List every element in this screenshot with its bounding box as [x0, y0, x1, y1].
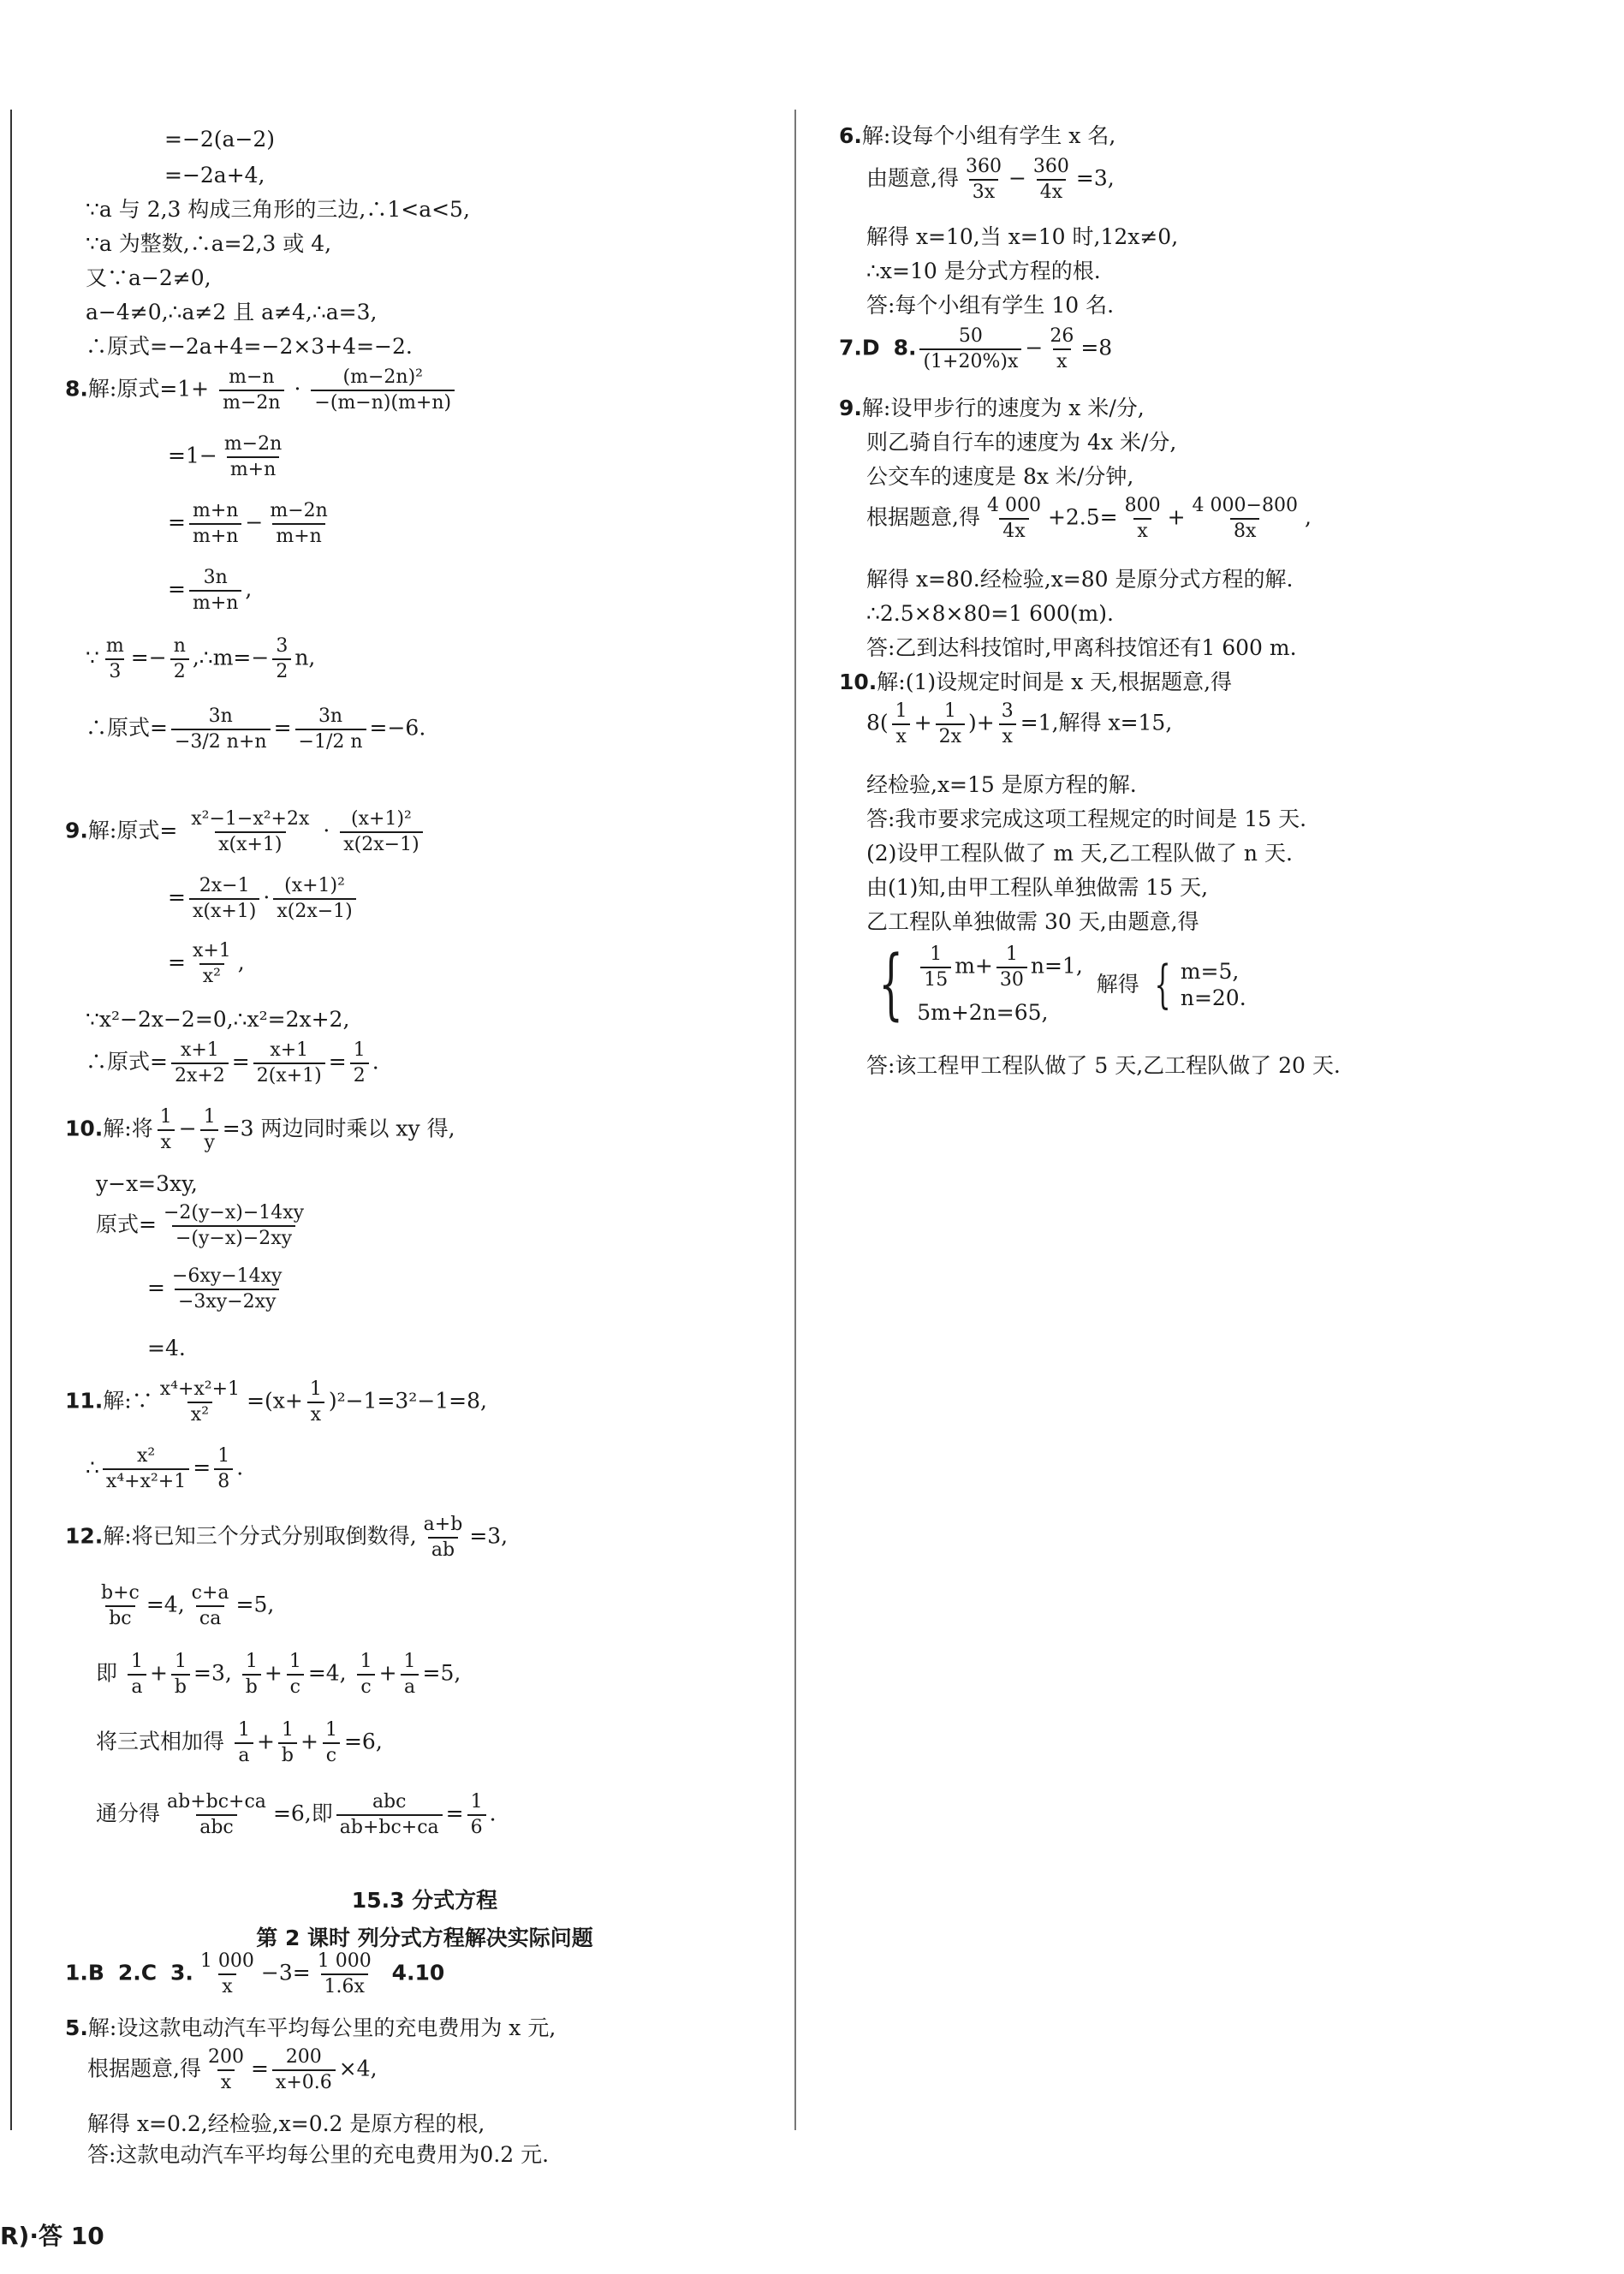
question-10r-line-6: 由(1)知,由甲工程队单独做需 15 天, — [866, 875, 1209, 900]
question-10-line-3: 原式= $\frac{-2(y-x)-14xy}{-(y-x)-2xy}$ — [96, 1204, 311, 1248]
question-number: 5. — [65, 2015, 88, 2040]
question-number: 10. — [839, 670, 877, 694]
question-11-line-1: 11.解:∵ $\frac{\text{x⁴+x²+1}}{\text{x²}}$ =(x+ $\frac{1}{x}$ )²−1=3²−1=8, — [65, 1378, 487, 1426]
question-9-line-5: ∴原式= $\frac{x+1}{2x+2}$ = $\frac{x+1}{2(x+1)}$ = $\frac{1}{2}$ . — [86, 1039, 379, 1086]
question-8-line-3: = $\frac{m+n}{m+n}$ − $\frac{m-2n}{m+n}$ — [168, 502, 335, 546]
fraction: $\frac{m}{3}$ — [105, 635, 124, 682]
fraction: $\frac{x+1}{\text{x²}}$ — [192, 940, 231, 987]
text-line: ∵a 为整数,∴a=2,3 或 4, — [86, 231, 332, 256]
fraction: $\frac{1}{6}$ — [467, 1793, 486, 1837]
fraction: $\frac{-6xy-14xy}{-3xy-2xy}$ — [171, 1265, 283, 1313]
question-10-line-4: = $\frac{-6xy-14xy}{-3xy-2xy}$ — [147, 1267, 289, 1312]
question-5-line-4: 答:这款电动汽车平均每公里的充电费用为0.2 元. — [87, 2142, 550, 2167]
question-6-line-1: 6.解:设每个小组有学生 x 名, — [839, 123, 1116, 148]
question-8-line-1: 8.解:原式=1+ $\frac{m-n}{m-2n}$ · $\frac{\text{(m−2n)²}}{-(m-n)(m+n)}$ — [65, 368, 458, 413]
column-divider — [794, 110, 796, 2130]
question-9-line-1: 9.解:原式= $\frac{\text{x²−1−x²+2x}}{x(x+1)}$ · $\frac{\text{(x+1)²}}{x(2x-1)}$ — [65, 810, 426, 854]
fraction: $\frac{1}{c}$ — [286, 1652, 305, 1697]
question-9r-line-4: 根据题意,得 $\frac{4 000}{4x}$ +2.5= $\frac{800}{x}$ + $\frac{4 000-800}{8x}$ , — [866, 495, 1312, 542]
question-10r-line-4: 答:我市要求完成这项工程规定的时间是 15 天. — [866, 807, 1307, 831]
system-solution: m=5, n=20. — [1180, 958, 1246, 1010]
fraction: $\frac{x+1}{2(x+1)}$ — [253, 1041, 325, 1086]
fraction: $\frac{1}{x}$ — [306, 1380, 325, 1425]
question-number: 12. — [65, 1523, 104, 1549]
question-number: 9. — [839, 396, 862, 420]
fraction: $\frac{m-2n}{m+n}$ — [223, 433, 283, 480]
question-12-line-2: $\frac{b+c}{bc}$ =4, $\frac{c+a}{ca}$ =5, — [94, 1584, 274, 1628]
fraction: $\frac{\text{x⁴+x²+1}}{\text{x²}}$ — [159, 1378, 241, 1426]
fraction: $\frac{1}{b}$ — [242, 1652, 261, 1697]
fraction: $\frac{\text{(x+1)²}}{x(2x-1)}$ — [273, 877, 355, 921]
question-number: 9. — [65, 818, 88, 843]
question-number: 6. — [839, 123, 862, 148]
fraction: $\frac{50}{(1+20\%)x}$ — [919, 327, 1021, 372]
question-9r-line-3: 公交车的速度是 8x 米/分钟, — [866, 464, 1134, 489]
fraction: $\frac{800}{x}$ — [1124, 495, 1161, 542]
section-title: 15.3 分式方程 — [351, 1888, 498, 1913]
fraction: $\frac{1}{30}$ — [996, 945, 1027, 990]
fraction: $\frac{ab+bc+ca}{\text{abc}}$ — [167, 1791, 266, 1838]
fraction: $\frac{-2(y-x)-14xy}{-(y-x)-2xy}$ — [163, 1202, 305, 1249]
fraction: $\frac{m-2n}{m+n}$ — [270, 500, 328, 547]
fraction: $\frac{1}{a}$ — [401, 1652, 419, 1697]
fraction: $\frac{3n}{m+n}$ — [189, 568, 241, 613]
fraction: $\frac{200}{x+0.6}$ — [272, 2048, 336, 2092]
fraction: $\frac{2x-1}{x(x+1)}$ — [189, 877, 259, 921]
question-number: 11. — [65, 1388, 104, 1414]
question-10-line-1: 10.解:将 $\frac{1}{x}$ − $\frac{1}{y}$ =3 两边同时乘以 xy 得, — [65, 1106, 455, 1153]
fraction: $\frac{\text{abc}}{ab+bc+ca}$ — [336, 1793, 443, 1837]
question-number: 8. — [65, 376, 88, 402]
fraction: $\frac{1}{x}$ — [157, 1108, 175, 1152]
question-6-line-3: 解得 x=10,当 x=10 时,12x≠0, — [866, 224, 1179, 249]
section-subtitle: 第 2 课时 列分式方程解决实际问题 — [256, 1926, 593, 1950]
text-line: 又∵a−2≠0, — [86, 265, 211, 290]
fraction: $\frac{m-n}{m-2n}$ — [219, 368, 283, 413]
text-line: ∵a 与 2,3 构成三角形的三边,∴1<a<5, — [86, 197, 470, 222]
question-10r-line-5: (2)设甲工程队做了 m 天,乙工程队做了 n 天. — [866, 841, 1293, 866]
fraction: $\frac{1 000}{1.6x}$ — [317, 1950, 372, 1997]
fraction: $\frac{1}{b}$ — [171, 1652, 190, 1697]
question-6-line-5: 答:每个小组有学生 10 名. — [866, 293, 1115, 318]
text-line: =−2a+4, — [164, 163, 265, 188]
fraction: $\frac{1}{x}$ — [892, 702, 911, 747]
question-10r-line-8: 答:该工程甲工程队做了 5 天,乙工程队做了 20 天. — [866, 1053, 1341, 1078]
question-10r-line-3: 经检验,x=15 是原方程的解. — [866, 772, 1137, 797]
question-5-line-3: 解得 x=0.2,经检验,x=0.2 是原方程的根, — [87, 2111, 485, 2136]
question-5-line-2: 根据题意,得 $\frac{200}{x}$ = $\frac{200}{x+0.6}$ ×4, — [87, 2046, 378, 2093]
question-12-line-1: 12.解:将已知三个分式分别取倒数得, $\frac{a+b}{ab}$ =3, — [65, 1514, 509, 1561]
fraction: $\frac{1}{b}$ — [278, 1721, 297, 1765]
question-number: 10. — [65, 1116, 104, 1141]
fraction: $\frac{1 000}{x}$ — [199, 1950, 254, 1997]
left-page-rule — [10, 110, 12, 2130]
fraction: $\frac{1}{8}$ — [214, 1447, 233, 1491]
question-8-line-4: = $\frac{3n}{m+n}$ , — [168, 567, 253, 614]
question-9-line-3: = $\frac{x+1}{\text{x²}}$ , — [168, 940, 245, 987]
page-footer: R)·答 10 — [0, 2222, 104, 2250]
fraction: $\frac{n}{2}$ — [170, 637, 189, 682]
fraction: $\frac{\text{(m−2n)²}}{-(m-n)(m+n)}$ — [311, 368, 455, 413]
question-9r-line-6: ∴2.5×8×80=1 600(m). — [866, 601, 1114, 626]
question-9-line-4: ∵x²−2x−2=0,∴x²=2x+2, — [86, 1007, 350, 1032]
fraction: $\frac{1}{a}$ — [128, 1652, 146, 1697]
question-8-line-6: ∴原式= $\frac{3n}{-3/2 n+n}$ = $\frac{3n}{-1/2 n}$ =−6. — [86, 705, 426, 753]
equation-system: { $\frac{1}{15}$ m+ $\frac{1}{30}$ n=1, 5m+2n=65, 解得 { m=5, n=20. — [878, 938, 1246, 1029]
fraction: $\frac{\text{(x+1)²}}{x(2x-1)}$ — [340, 810, 422, 854]
fraction: $\frac{1}{2x}$ — [936, 702, 965, 747]
question-12-line-3: 即 $\frac{1}{a}$ + $\frac{1}{b}$ =3, $\frac{1}{b}$ + $\frac{1}{c}$ =4, $\frac{1}{c}$ + $\frac{1}{a}$ =5, — [96, 1651, 461, 1698]
questions-1-to-4: 1.B 2.C 3. $\frac{1 000}{x}$ −3= $\frac{1 000}{1.6x}$ 4.10 — [65, 1950, 445, 1997]
question-9r-line-1: 9.解:设甲步行的速度为 x 米/分, — [839, 396, 1145, 420]
fraction: $\frac{1}{c}$ — [357, 1652, 376, 1697]
fraction: $\frac{360}{3x}$ — [965, 156, 1002, 203]
question-10r-line-7: 乙工程队单独做需 30 天,由题意,得 — [866, 909, 1199, 934]
fraction: $\frac{4 000}{4x}$ — [986, 495, 1041, 542]
fraction: $\frac{4 000-800}{8x}$ — [1192, 495, 1298, 542]
question-6-line-2: 由题意,得 $\frac{360}{3x}$ − $\frac{360}{4x}$ =3, — [866, 156, 1115, 203]
fraction: $\frac{x+1}{2x+2}$ — [171, 1041, 229, 1086]
question-11-line-2: ∴ $\frac{\text{x²}}{\text{x⁴+x²+1}}$ = $\frac{1}{8}$ . — [86, 1445, 244, 1492]
question-12-line-4: 将三式相加得 $\frac{1}{a}$ + $\frac{1}{b}$ + $\frac{1}{c}$ =6, — [96, 1719, 383, 1766]
fraction: $\frac{1}{c}$ — [322, 1721, 341, 1765]
question-8-line-2: =1− $\frac{m-2n}{m+n}$ — [168, 435, 289, 479]
fraction: $\frac{c+a}{ca}$ — [191, 1582, 229, 1629]
text-line: ∴原式=−2a+4=−2×3+4=−2. — [86, 334, 413, 359]
question-10-line-2: y−x=3xy, — [96, 1171, 198, 1196]
question-10r-line-1: 10.解:(1)设规定时间是 x 天,根据题意,得 — [839, 670, 1233, 694]
fraction: $\frac{a+b}{ab}$ — [423, 1514, 463, 1561]
left-brace-icon: { — [1154, 954, 1171, 1015]
question-8-line-5: ∵ $\frac{m}{3}$ =− $\frac{n}{2}$ ,∴m=− $\frac{3}{2}$ n, — [86, 635, 316, 682]
fraction: $\frac{\text{x²}}{\text{x⁴+x²+1}}$ — [103, 1447, 189, 1491]
question-10-line-5: =4. — [147, 1336, 186, 1360]
fraction: $\frac{3n}{-3/2 n+n}$ — [171, 707, 271, 752]
question-10r-line-2: 8( $\frac{1}{x}$ + $\frac{1}{2x}$ )+ $\frac{3}{x}$ =1,解得 x=15, — [866, 700, 1173, 747]
questions-7-8: 7.D 8. $\frac{50}{(1+20\%)x}$ − $\frac{26}{x}$ =8 — [839, 325, 1113, 372]
fraction: $\frac{m+n}{m+n}$ — [189, 502, 241, 546]
fraction: $\frac{1}{a}$ — [235, 1721, 253, 1765]
text-line: =−2(a−2) — [164, 127, 276, 152]
question-9-line-2: = $\frac{2x-1}{x(x+1)}$ · $\frac{\text{(x+1)²}}{x(2x-1)}$ — [168, 877, 360, 921]
question-5-line-1: 5.解:设这款电动汽车平均每公里的充电费用为 x 元, — [65, 2015, 556, 2040]
text-line: a−4≠0,∴a≠2 且 a≠4,∴a=3, — [86, 300, 378, 324]
fraction: $\frac{360}{4x}$ — [1032, 156, 1069, 203]
fraction: $\frac{26}{x}$ — [1050, 325, 1074, 372]
fraction: $\frac{3}{2}$ — [272, 637, 291, 682]
system-equations: $\frac{1}{15}$ m+ $\frac{1}{30}$ n=1, 5m+2n=65, — [917, 944, 1083, 1025]
fraction: $\frac{1}{2}$ — [350, 1041, 369, 1086]
fraction: $\frac{3}{x}$ — [998, 702, 1017, 747]
question-6-line-4: ∴x=10 是分式方程的根. — [866, 259, 1101, 283]
fraction: $\frac{1}{15}$ — [920, 945, 951, 990]
fraction: $\frac{3n}{-1/2 n}$ — [295, 707, 366, 752]
fraction: $\frac{\text{x²−1−x²+2x}}{x(x+1)}$ — [191, 808, 310, 855]
question-9r-line-5: 解得 x=80.经检验,x=80 是原分式方程的解. — [866, 567, 1294, 592]
question-9r-line-2: 则乙骑自行车的速度为 4x 米/分, — [866, 430, 1177, 455]
fraction: $\frac{1}{y}$ — [200, 1108, 219, 1152]
question-9r-line-7: 答:乙到达科技馆时,甲离科技馆还有1 600 m. — [866, 635, 1297, 660]
fraction: $\frac{b+c}{bc}$ — [101, 1582, 140, 1629]
fraction: $\frac{200}{x}$ — [207, 2046, 244, 2093]
left-brace-icon: { — [878, 938, 903, 1029]
question-12-line-5: 通分得 $\frac{ab+bc+ca}{\text{abc}}$ =6,即 $\frac{\text{abc}}{ab+bc+ca}$ = $\frac{1}{6}$ . — [96, 1791, 497, 1838]
